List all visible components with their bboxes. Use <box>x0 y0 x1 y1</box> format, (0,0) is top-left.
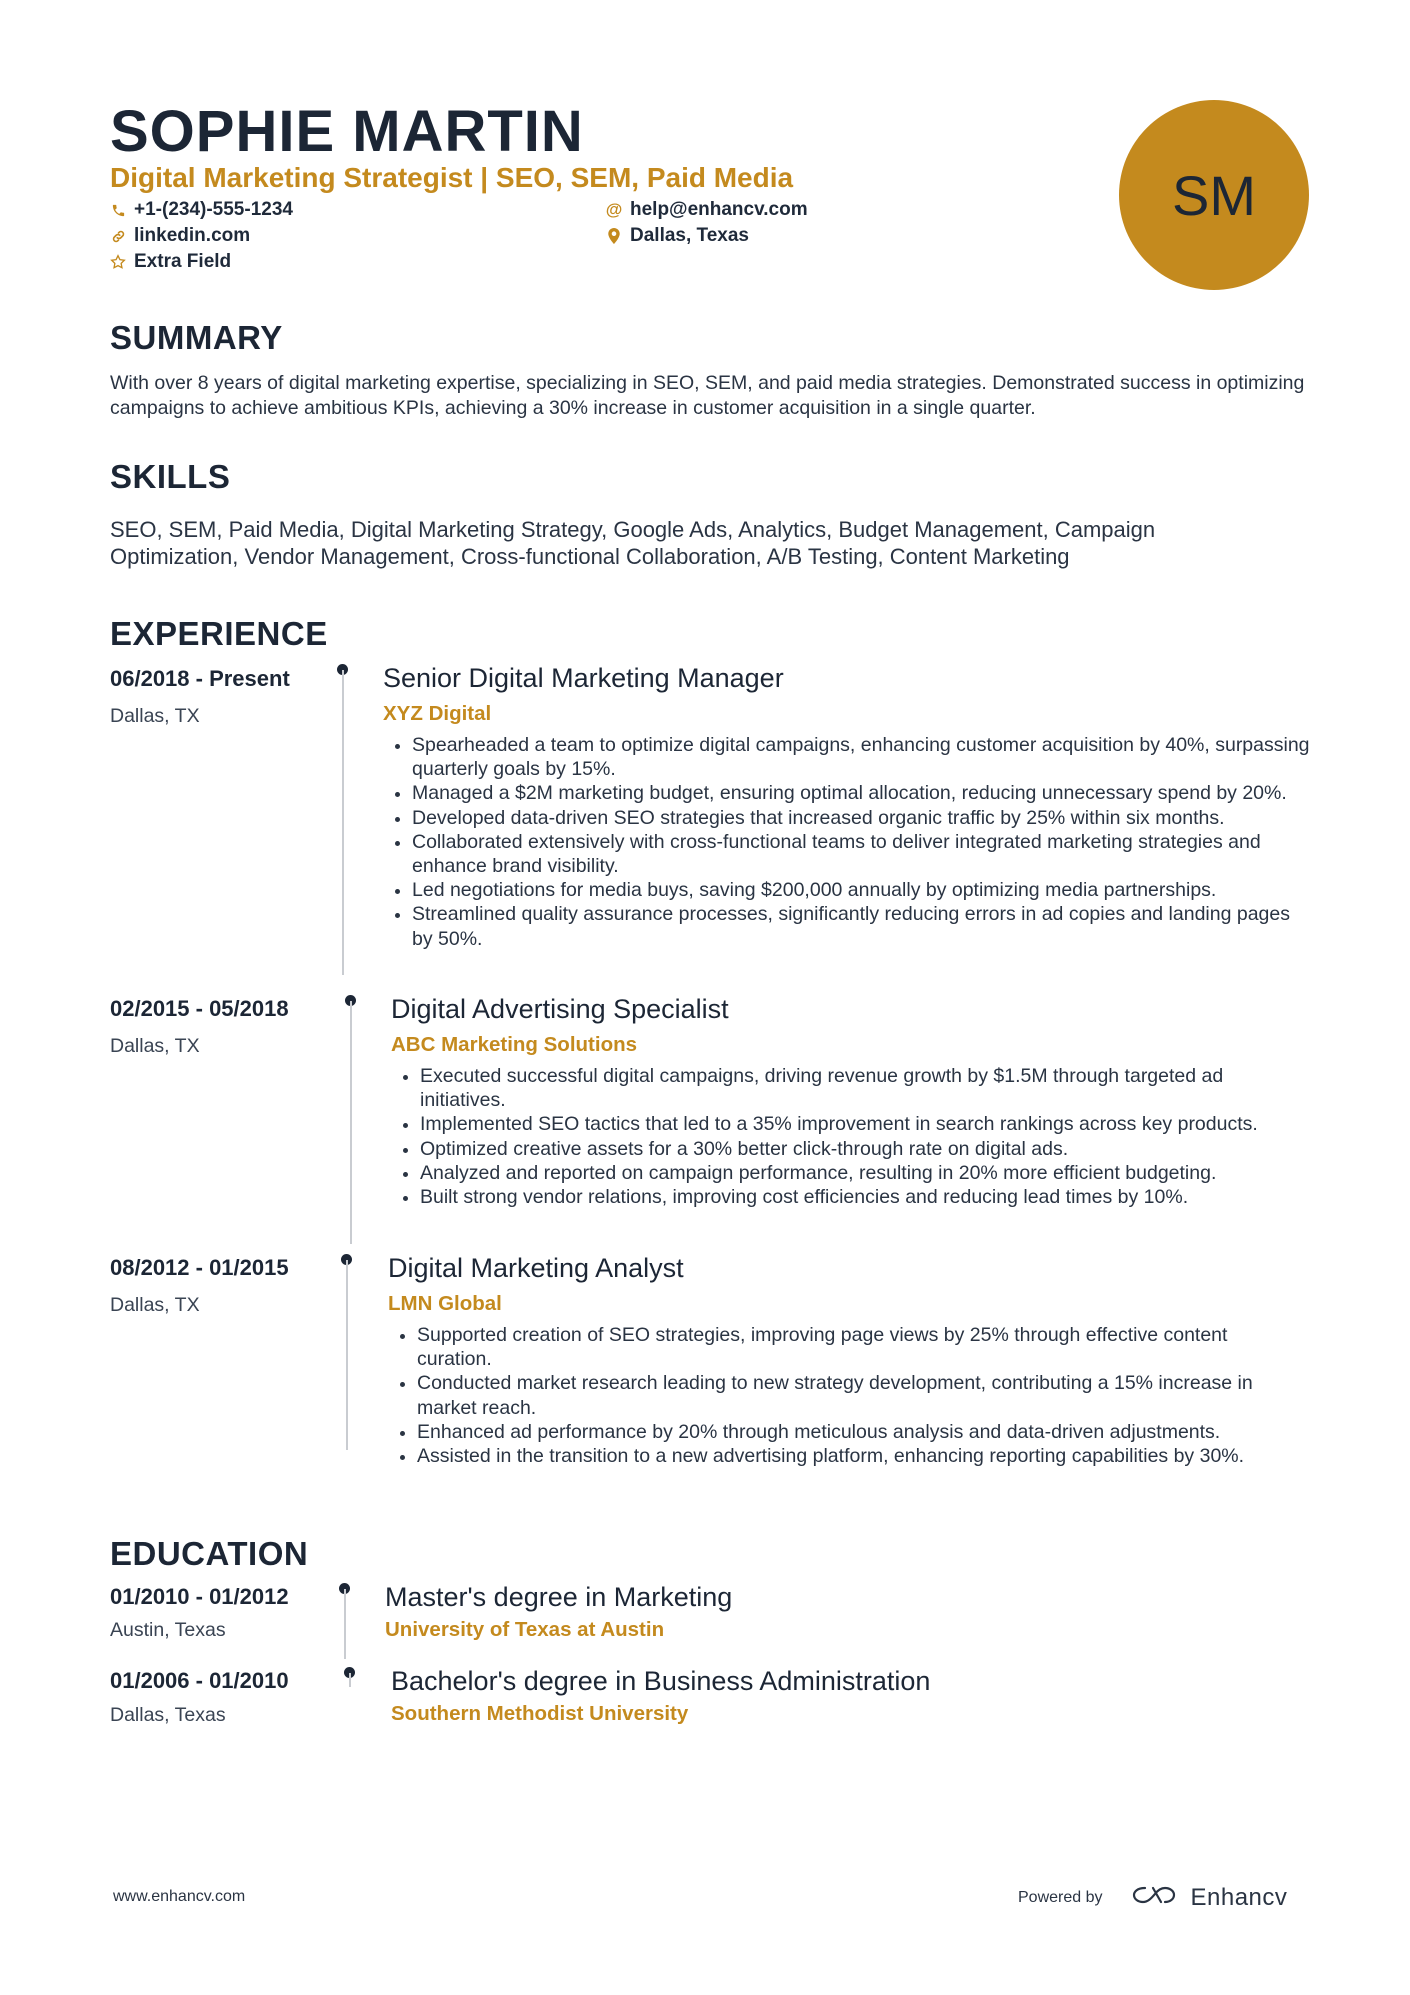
experience-company: ABC Marketing Solutions <box>391 1033 638 1056</box>
experience-role: Digital Marketing Analyst <box>388 1253 684 1283</box>
summary-text: With over 8 years of digital marketing expertise, specializing in SEO, SEM, and paid media strategies. Demonstrated success in optimizing campaigns to achieve ambitious KPIs, achieving a 30% increase in customer acquisition in a single quarter. <box>110 372 1305 419</box>
phone-text[interactable]: +1-(234)-555-1234 <box>134 199 293 220</box>
list-item: Optimized creative assets for a 30% better click-through rate on digital ads. <box>394 1137 1304 1161</box>
star-icon <box>110 254 126 270</box>
phone-icon <box>110 203 126 218</box>
footer-branding <box>1018 1882 1287 1913</box>
skills-text: SEO, SEM, Paid Media, Digital Marketing Strategy, Google Ads, Analytics, Budget Management, Campaign Optimization, Vendor Management, Cross-functional Collaboration, A/B Testing, Content Marketing <box>110 517 1156 569</box>
experience-location: Dallas, TX <box>110 1035 200 1057</box>
avatar-initials: SM <box>1172 163 1256 227</box>
extra-field-text: Extra Field <box>134 251 232 272</box>
timeline-line <box>350 1001 352 1244</box>
at-sign-icon: @ <box>605 200 623 219</box>
email-text[interactable]: help@enhancv.com <box>630 199 808 220</box>
list-item: Enhanced ad performance by 20% through meticulous analysis and data-driven adjustments. <box>391 1420 1306 1444</box>
experience-bullets <box>394 1064 1304 1209</box>
list-item: Managed a $2M marketing budget, ensuring optimal allocation, reducing unnecessary spend by 20%. <box>386 781 1311 805</box>
education-location: Dallas, Texas <box>110 1704 226 1726</box>
list-item: Implemented SEO tactics that led to a 35% improvement in search rankings across key products. <box>394 1112 1304 1136</box>
education-degree: Master's degree in Marketing <box>385 1582 733 1612</box>
experience-dates: 08/2012 - 01/2015 <box>110 1255 289 1280</box>
timeline-line <box>346 1260 348 1450</box>
education-location: Austin, Texas <box>110 1619 226 1641</box>
location-text: Dallas, Texas <box>630 225 750 246</box>
experience-bullets <box>391 1323 1306 1468</box>
experience-company: XYZ Digital <box>383 702 492 725</box>
education-heading: EDUCATION <box>110 1535 309 1572</box>
experience-role: Digital Advertising Specialist <box>391 994 729 1024</box>
contact-location <box>606 225 749 247</box>
education-dates: 01/2006 - 01/2010 <box>110 1668 289 1693</box>
experience-dates: 02/2015 - 05/2018 <box>110 996 289 1021</box>
education-school: University of Texas at Austin <box>385 1618 665 1641</box>
link-icon <box>110 229 126 244</box>
powered-by-label: Powered by <box>1018 1888 1103 1906</box>
list-item: Assisted in the transition to a new advertising platform, enhancing reporting capabilities by 30%. <box>391 1444 1306 1468</box>
experience-heading: EXPERIENCE <box>110 615 328 652</box>
enhancv-logo-icon <box>1131 1882 1177 1913</box>
contact-email <box>606 199 808 221</box>
list-item: Spearheaded a team to optimize digital campaigns, enhancing customer acquisition by 40%, surpassing quarterly goals by 15%. <box>386 733 1311 781</box>
list-item: Conducted market research leading to new strategy development, contributing a 15% increase in market reach. <box>391 1371 1306 1419</box>
list-item: Analyzed and reported on campaign performance, resulting in 20% more efficient budgeting. <box>394 1161 1304 1185</box>
avatar <box>1119 100 1309 290</box>
list-item: Led negotiations for media buys, saving $200,000 annually by optimizing media partnerships. <box>386 878 1311 902</box>
timeline-line <box>342 670 344 975</box>
timeline-line <box>344 1589 346 1659</box>
list-item: Built strong vendor relations, improving cost efficiencies and reducing lead times by 10%. <box>394 1185 1304 1209</box>
list-item: Executed successful digital campaigns, driving revenue growth by $1.5M through targeted ad initiatives. <box>394 1064 1304 1112</box>
candidate-name: SOPHIE MARTIN <box>110 99 584 164</box>
list-item: Supported creation of SEO strategies, improving page views by 25% through effective content curation. <box>391 1323 1306 1371</box>
list-item: Developed data-driven SEO strategies that increased organic traffic by 25% within six months. <box>386 806 1311 830</box>
brand-name: Enhancv <box>1190 1883 1288 1911</box>
experience-bullets <box>386 733 1311 951</box>
skills-heading: SKILLS <box>110 458 231 495</box>
candidate-headline: Digital Marketing Strategist | SEO, SEM, Paid Media <box>110 162 794 193</box>
linkedin-text[interactable]: linkedin.com <box>134 225 251 246</box>
contact-extra <box>110 251 231 273</box>
footer-website[interactable]: www.enhancv.com <box>113 1888 246 1905</box>
experience-location: Dallas, TX <box>110 705 200 727</box>
contact-linkedin <box>110 225 250 247</box>
education-degree: Bachelor's degree in Business Administration <box>391 1666 931 1696</box>
timeline-line <box>349 1673 351 1687</box>
summary-heading: SUMMARY <box>110 319 283 356</box>
list-item: Collaborated extensively with cross-functional teams to deliver integrated marketing strategies and enhance brand visibility. <box>386 830 1311 878</box>
education-dates: 01/2010 - 01/2012 <box>110 1584 289 1609</box>
experience-role: Senior Digital Marketing Manager <box>383 663 784 693</box>
education-school: Southern Methodist University <box>391 1702 689 1725</box>
experience-dates: 06/2018 - Present <box>110 666 290 691</box>
experience-location: Dallas, TX <box>110 1294 200 1316</box>
contact-phone <box>110 199 293 221</box>
map-pin-icon <box>606 228 622 244</box>
experience-company: LMN Global <box>388 1292 502 1315</box>
list-item: Streamlined quality assurance processes, significantly reducing errors in ad copies and landing pages by 50%. <box>386 902 1311 950</box>
